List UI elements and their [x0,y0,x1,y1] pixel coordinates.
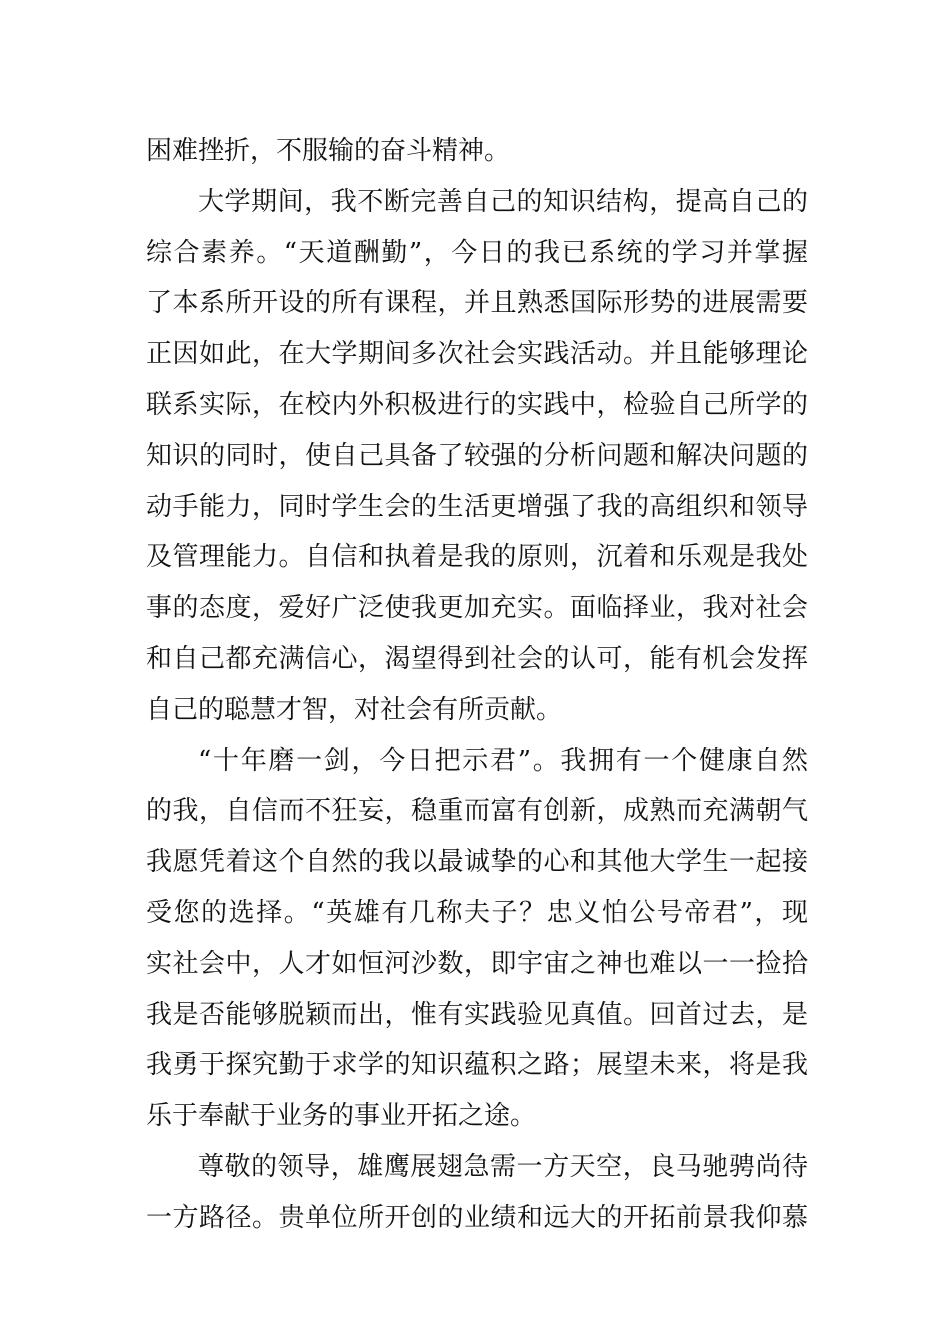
text-line: 我勇于探究勤于求学的知识蕴积之路；展望未来，将是我 [146,1050,808,1081]
document-body [146,126,808,1244]
paragraph-start-line: 尊敬的领导，雄鹰展翅急需一方天空，良马驰骋尚待 [198,1151,808,1182]
text-line: 实社会中，人才如恒河沙数，即宇宙之神也难以一一捡拾 [146,948,808,979]
text-line: 联系实际，在校内外积极进行的实践中，检验自己所学的 [146,389,808,420]
text-line: 我是否能够脱颖而出，惟有实践验见真值。回首过去，是 [146,999,808,1030]
text-line: 知识的同时，使自己具备了较强的分析问题和解决问题的 [146,440,808,471]
text-line: 正因如此，在大学期间多次社会实践活动。并且能够理论 [146,339,808,370]
paragraph-start-line: “十年磨一剑，今日把示君”。我拥有一个健康自然 [198,745,808,776]
text-line: 受您的选择。“英雄有几称夫子？忠义怕公号帝君”，现 [146,897,808,928]
text-line: 自己的聪慧才智，对社会有所贡献。 [146,694,563,725]
paragraph-start-line: 大学期间，我不断完善自己的知识结构，提高自己的 [198,186,808,217]
text-line: 事的态度，爱好广泛使我更加充实。面临择业，我对社会 [146,593,808,624]
text-line: 综合素养。“天道酬勤”，今日的我已系统的学习并掌握 [146,237,808,268]
text-line: 及管理能力。自信和执着是我的原则，沉着和乐观是我处 [146,542,808,573]
text-line: 的我，自信而不狂妄，稳重而富有创新，成熟而充满朝气 [146,796,808,827]
text-line: 困难挫折，不服输的奋斗精神。 [146,136,511,166]
text-line: 动手能力，同时学生会的生活更增强了我的高组织和领导 [146,491,808,522]
text-line: 了本系所开设的所有课程，并且熟悉国际形势的进展需要 [146,288,808,319]
text-line: 乐于奉献于业务的事业开拓之途。 [146,1101,537,1132]
text-line: 和自己都充满信心，渴望得到社会的认可，能有机会发挥 [146,643,808,674]
text-line: 一方路径。贵单位所开创的业绩和远大的开拓前景我仰慕 [146,1202,808,1233]
text-line: 我愿凭着这个自然的我以最诚挚的心和其他大学生一起接 [146,847,808,878]
